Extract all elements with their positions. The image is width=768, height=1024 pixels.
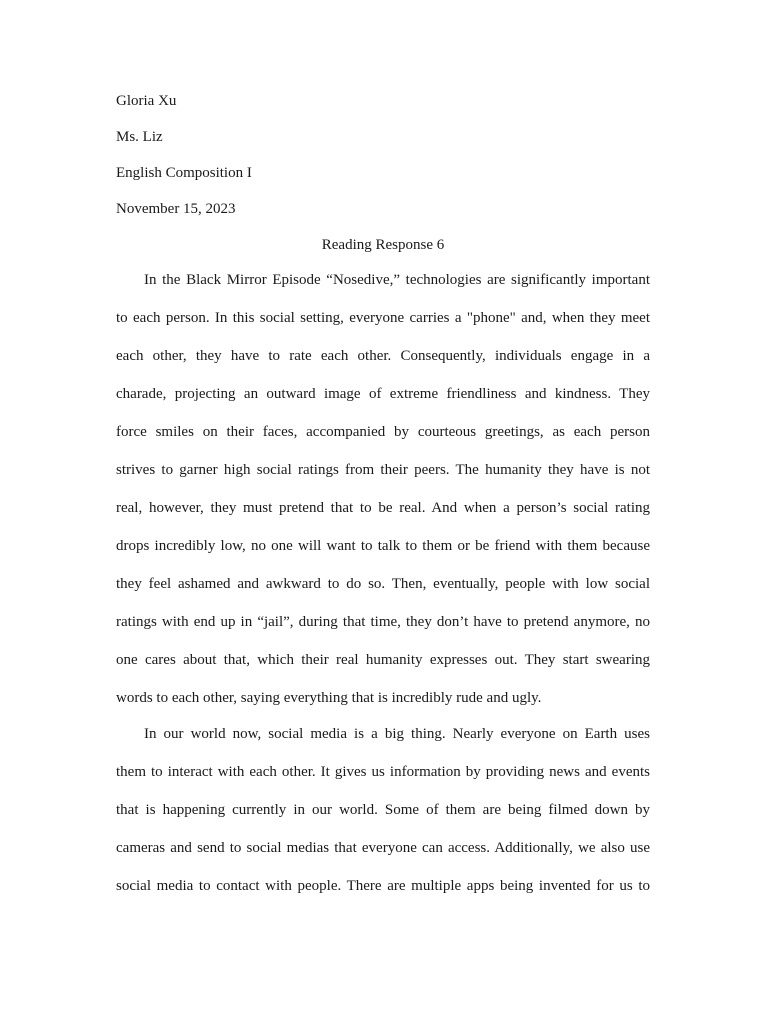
instructor-name: Ms. Liz	[116, 129, 163, 145]
document-title: Reading Response 6	[321, 237, 445, 253]
paragraph-line: to each person. In this social setting, everyone carries a "phone" and, when they meet	[116, 310, 650, 326]
paragraph-line: charade, projecting an outward image of extreme friendliness and kindness. They	[116, 386, 650, 402]
paragraph-1	[116, 271, 650, 727]
paragraph-line: strives to garner high social ratings from their peers. The humanity they have is not	[116, 462, 650, 478]
document-date: November 15, 2023	[116, 201, 236, 217]
paragraph-line: one cares about that, which their real humanity expresses out. They start swearing	[116, 652, 650, 668]
paragraph-line: that is happening currently in our world. Some of them are being filmed down by	[116, 802, 650, 818]
student-name: Gloria Xu	[116, 93, 177, 109]
paragraph-line: they feel ashamed and awkward to do so. Then, eventually, people with low social	[116, 576, 650, 592]
paragraph-line: ratings with end up in “jail”, during that time, they don’t have to pretend anymore, no	[116, 614, 650, 630]
paragraph-line: them to interact with each other. It gives us information by providing news and events	[116, 764, 650, 780]
paragraph-line: force smiles on their faces, accompanied by courteous greetings, as each person	[116, 424, 650, 440]
paragraph-line: In our world now, social media is a big thing. Nearly everyone on Earth uses	[144, 726, 650, 742]
paragraph-line: social media to contact with people. There are multiple apps being invented for us to	[116, 878, 650, 894]
paragraph-line: cameras and send to social medias that everyone can access. Additionally, we also use	[116, 840, 650, 856]
paragraph-line: In the Black Mirror Episode “Nosedive,” technologies are significantly important	[144, 272, 650, 288]
document-page	[116, 92, 650, 915]
paragraph-line: each other, they have to rate each other. Consequently, individuals engage in a	[116, 348, 650, 364]
paragraph-line: real, however, they must pretend that to be real. And when a person’s social rating	[116, 500, 650, 516]
paragraph-2	[116, 725, 650, 915]
paragraph-line: drops incredibly low, no one will want to talk to them or be friend with them because	[116, 538, 650, 554]
paragraph-line: words to each other, saying everything that is incredibly rude and ugly.	[116, 690, 542, 706]
course-name: English Composition I	[116, 165, 252, 181]
